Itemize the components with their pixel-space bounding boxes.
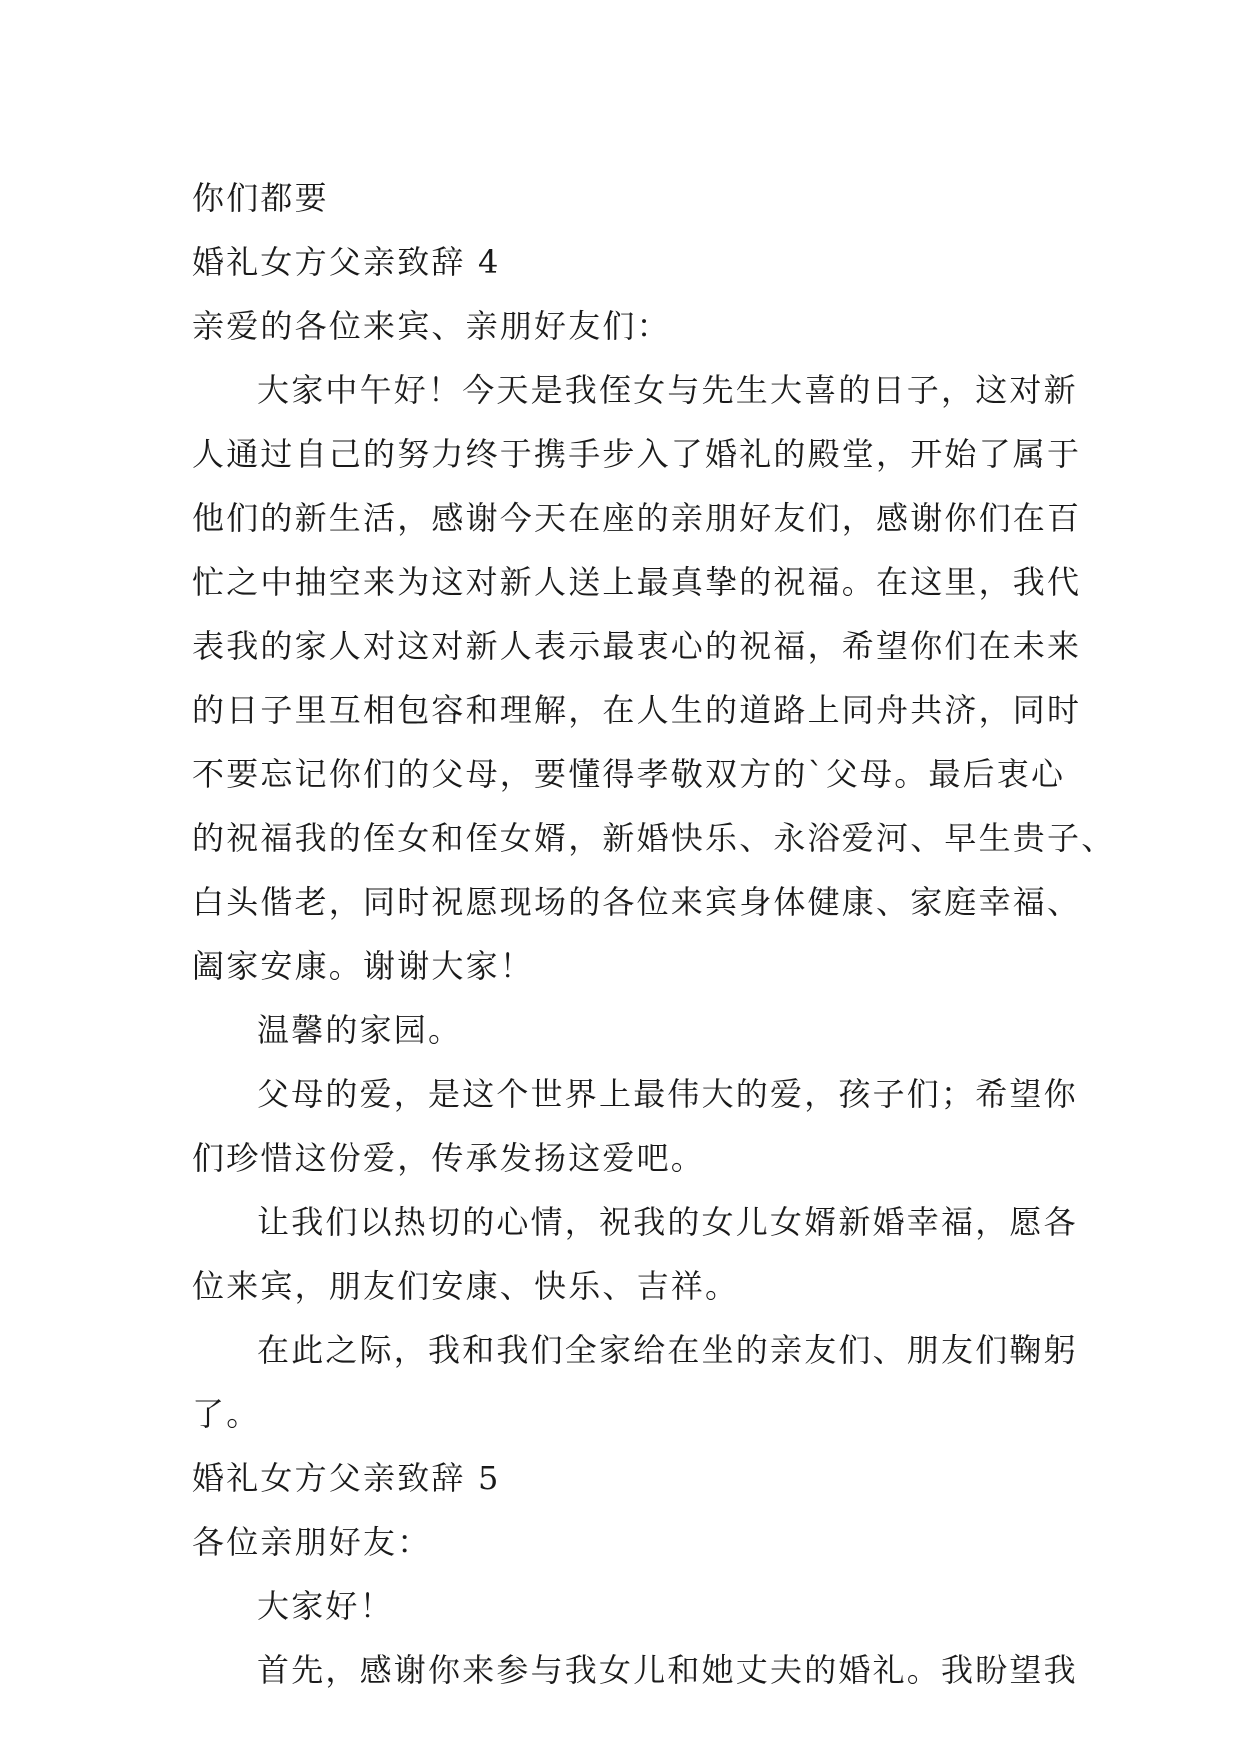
- paragraph-line: 位来宾，朋友们安康、快乐、吉祥。: [192, 1267, 740, 1305]
- paragraph-line: 不要忘记你们的父母，要懂得孝敬双方的`父母。最后衷心: [192, 755, 1066, 793]
- section-heading: 婚礼女方父亲致辞 4: [192, 243, 501, 281]
- paragraph-line: 让我们以热切的心情，祝我的女儿女婿新婚幸福，愿各: [257, 1203, 1078, 1241]
- salutation: 亲爱的各位来宾、亲朋好友们：: [192, 307, 671, 345]
- paragraph-line: 阖家安康。谢谢大家！: [192, 947, 535, 985]
- section-heading: 婚礼女方父亲致辞 5: [192, 1459, 501, 1497]
- text-line: 你们都要: [192, 179, 329, 217]
- paragraph-line: 了。: [192, 1395, 261, 1433]
- paragraph-line: 大家中午好！今天是我侄女与先生大喜的日子，这对新: [257, 371, 1078, 409]
- paragraph-line: 大家好！: [257, 1587, 394, 1625]
- paragraph-line: 的日子里互相包容和理解，在人生的道路上同舟共济，同时: [192, 691, 1082, 729]
- paragraph-line: 在此之际，我和我们全家给在坐的亲友们、朋友们鞠躬: [257, 1331, 1078, 1369]
- paragraph-line: 表我的家人对这对新人表示最衷心的祝福，希望你们在未来: [192, 627, 1082, 665]
- paragraph-line: 他们的新生活，感谢今天在座的亲朋好友们，感谢你们在百: [192, 499, 1082, 537]
- document-body: [192, 166, 1116, 1702]
- paragraph-line: 忙之中抽空来为这对新人送上最真挚的祝福。在这里，我代: [192, 563, 1082, 601]
- paragraph-line: 白头偕老，同时祝愿现场的各位来宾身体健康、家庭幸福、: [192, 883, 1082, 921]
- paragraph-line: 人通过自己的努力终于携手步入了婚礼的殿堂，开始了属于: [192, 435, 1082, 473]
- paragraph-line: 们珍惜这份爱，传承发扬这爱吧。: [192, 1139, 706, 1177]
- paragraph-line: 的祝福我的侄女和侄女婿，新婚快乐、永浴爱河、早生贵子、: [192, 819, 1116, 857]
- paragraph-line: 首先，感谢你来参与我女儿和她丈夫的婚礼。我盼望我: [257, 1651, 1078, 1689]
- paragraph-line: 父母的爱，是这个世界上最伟大的爱，孩子们；希望你: [257, 1075, 1078, 1113]
- salutation: 各位亲朋好友：: [192, 1523, 432, 1561]
- paragraph-line: 温馨的家园。: [257, 1011, 463, 1049]
